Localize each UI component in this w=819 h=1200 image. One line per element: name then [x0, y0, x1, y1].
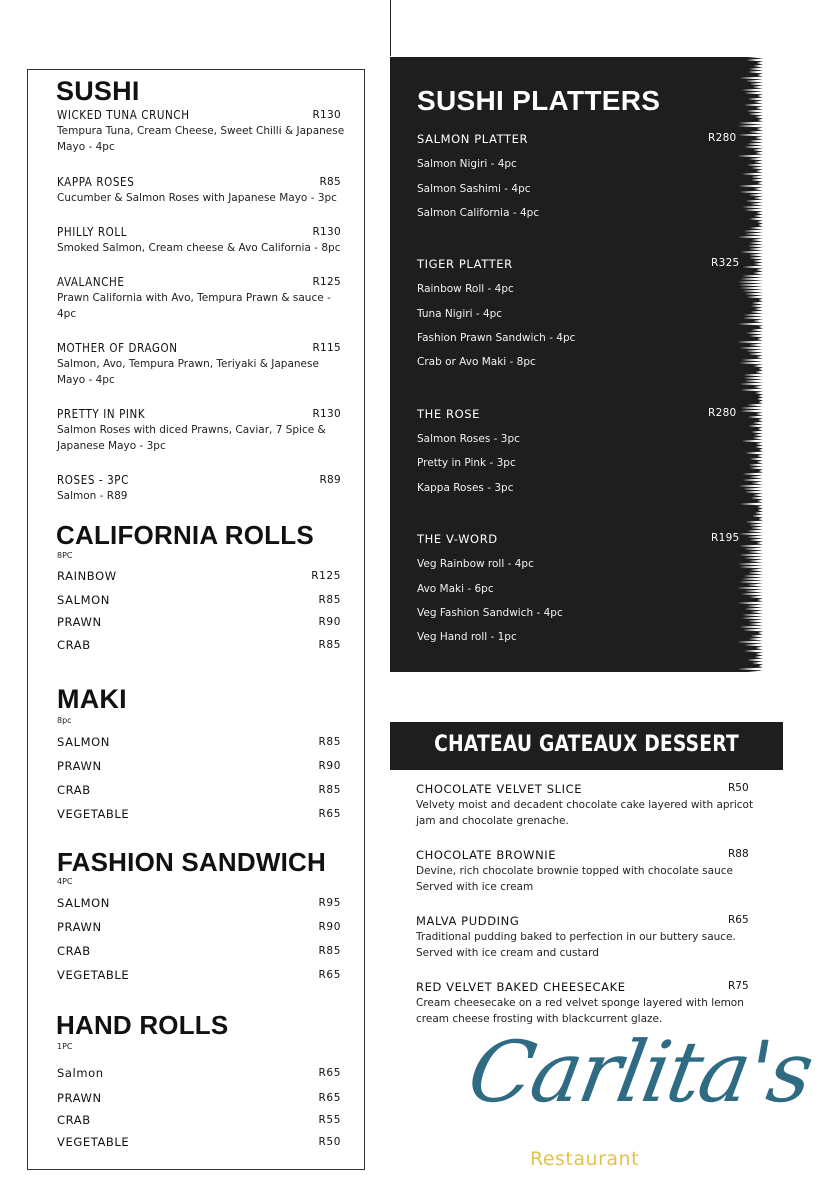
- platter-price: R280: [708, 407, 737, 419]
- platter-name: TIGER PLATTER: [417, 257, 513, 271]
- row-price: R85: [318, 784, 341, 796]
- item-description: Prawn California with Avo, Tempura Prawn & sauce - 4pc: [57, 292, 331, 320]
- platter-line: Fashion Prawn Sandwich - 4pc: [417, 332, 576, 344]
- item-name: KAPPA ROSES: [57, 174, 135, 190]
- item-description: Salmon - R89: [57, 490, 128, 502]
- brush-edge-decoration: [723, 57, 783, 672]
- row-name: PRAWN: [57, 615, 102, 629]
- row-price: R65: [318, 808, 341, 820]
- menu-row: [57, 896, 349, 910]
- platter-line: Kappa Roses - 3pc: [417, 482, 514, 494]
- item-price: R130: [312, 109, 341, 121]
- menu-item: [57, 175, 349, 206]
- row-name: SALMON: [57, 593, 110, 607]
- row-name: CRAB: [57, 638, 91, 652]
- item-name: PRETTY IN PINK: [57, 406, 146, 422]
- menu-item: [57, 473, 349, 504]
- sushi-section-title: SUSHI: [56, 76, 140, 106]
- sushi-platters-panel: [390, 57, 783, 672]
- dessert-item: [416, 914, 756, 961]
- row-price: R90: [318, 616, 341, 628]
- row-name: CRAB: [57, 1113, 91, 1127]
- hand-rolls-section-title: HAND ROLLS: [56, 1010, 229, 1040]
- row-name: VEGETABLE: [57, 1135, 130, 1149]
- platter-price: R325: [711, 257, 740, 269]
- menu-item: [57, 341, 349, 388]
- row-price: R65: [318, 1067, 341, 1079]
- dessert-item: [416, 980, 756, 1027]
- row-price: R65: [318, 1092, 341, 1104]
- menu-item: [57, 407, 349, 454]
- dessert-header-bar: [390, 722, 783, 770]
- item-price: R125: [312, 276, 341, 288]
- menu-row: [57, 735, 349, 749]
- item-name: PHILLY ROLL: [57, 224, 128, 240]
- item-price: R130: [312, 408, 341, 420]
- row-price: R55: [318, 1114, 341, 1126]
- platter-line: Veg Fashion Sandwich - 4pc: [417, 607, 563, 619]
- row-name: PRAWN: [57, 759, 102, 773]
- platter-line: Salmon California - 4pc: [417, 207, 540, 219]
- california-note: 8PC: [57, 551, 73, 560]
- menu-item: [57, 275, 349, 322]
- dessert-description: Velvety moist and decadent chocolate cake layered with apricot jam and chocolate grenache.: [416, 799, 754, 827]
- menu-row: [57, 569, 349, 583]
- item-description: Smoked Salmon, Cream cheese & Avo California - 8pc: [57, 242, 341, 254]
- menu-item: [57, 108, 349, 155]
- item-description: Tempura Tuna, Cream Cheese, Sweet Chilli & Japanese Mayo - 4pc: [57, 125, 345, 153]
- platter-line: Salmon Nigiri - 4pc: [417, 158, 517, 170]
- menu-row: [57, 1135, 349, 1149]
- item-price: R89: [319, 474, 341, 486]
- row-name: CRAB: [57, 944, 91, 958]
- row-name: VEGETABLE: [57, 968, 130, 982]
- menu-row: [57, 968, 349, 982]
- dessert-title: CHATEAU GATEAUX DESSERT: [434, 732, 739, 757]
- dessert-name: CHOCOLATE BROWNIE: [416, 848, 557, 862]
- menu-row: [57, 1091, 349, 1105]
- menu-row: [57, 759, 349, 773]
- platter-line: Avo Maki - 6pc: [417, 583, 494, 595]
- platters-title: SUSHI PLATTERS: [417, 85, 661, 116]
- menu-row: [57, 1113, 349, 1127]
- platter-line: Crab or Avo Maki - 8pc: [417, 356, 536, 368]
- dessert-description: Traditional pudding baked to perfection in our buttery sauce. Served with ice cream and custard: [416, 931, 736, 959]
- item-description: Cucumber & Salmon Roses with Japanese Mayo - 3pc: [57, 192, 337, 204]
- hand-rolls-note: 1PC: [57, 1042, 73, 1051]
- dessert-name: CHOCOLATE VELVET SLICE: [416, 782, 583, 796]
- row-price: R90: [318, 760, 341, 772]
- row-name: SALMON: [57, 735, 110, 749]
- platter-line: Salmon Roses - 3pc: [417, 433, 520, 445]
- item-name: WICKED TUNA CRUNCH: [57, 107, 190, 123]
- item-name: MOTHER OF DRAGON: [57, 340, 178, 356]
- restaurant-logo: [461, 1023, 819, 1180]
- menu-row: [57, 638, 349, 652]
- menu-item: [57, 225, 349, 256]
- item-name: AVALANCHE: [57, 274, 125, 290]
- dessert-price: R75: [728, 980, 749, 992]
- row-name: CRAB: [57, 783, 91, 797]
- row-name: SALMON: [57, 896, 110, 910]
- dessert-item: [416, 782, 756, 829]
- item-price: R85: [319, 176, 341, 188]
- fashion-section-title: FASHION SANDWICH: [57, 847, 326, 877]
- platter-price: R195: [711, 532, 740, 544]
- row-name: VEGETABLE: [57, 807, 130, 821]
- maki-note: 8pc: [57, 716, 72, 725]
- row-price: R85: [318, 639, 341, 651]
- row-price: R65: [318, 969, 341, 981]
- row-name: Salmon: [57, 1066, 104, 1080]
- row-price: R95: [318, 897, 341, 909]
- platter-name: THE V-WORD: [417, 532, 498, 546]
- dessert-name: RED VELVET BAKED CHEESECAKE: [416, 980, 626, 994]
- item-name: ROSES - 3PC: [57, 472, 129, 488]
- maki-section-title: MAKI: [57, 684, 127, 714]
- platter-line: Veg Rainbow roll - 4pc: [417, 558, 534, 570]
- row-price: R90: [318, 921, 341, 933]
- row-price: R50: [318, 1136, 341, 1148]
- item-price: R130: [312, 226, 341, 238]
- dessert-name: MALVA PUDDING: [416, 914, 520, 928]
- item-description: Salmon, Avo, Tempura Prawn, Teriyaki & Japanese Mayo - 4pc: [57, 358, 319, 386]
- dessert-description: Cream cheesecake on a red velvet sponge layered with lemon cream cheese frosting with blackcurrent glaze.: [416, 997, 744, 1025]
- row-price: R85: [318, 736, 341, 748]
- menu-row: [57, 1066, 349, 1080]
- dessert-item: [416, 848, 756, 895]
- california-section-title: CALIFORNIA ROLLS: [56, 520, 314, 550]
- fashion-note: 4PC: [57, 877, 73, 886]
- dessert-description: Devine, rich chocolate brownie topped with chocolate sauce Served with ice cream: [416, 865, 733, 893]
- dessert-price: R65: [728, 914, 749, 926]
- row-price: R85: [318, 594, 341, 606]
- top-divider-line: [390, 0, 391, 56]
- platter-line: Salmon Sashimi - 4pc: [417, 183, 531, 195]
- logo-subtitle: Restaurant: [530, 1148, 640, 1170]
- logo-script-text: Carlita's: [461, 1023, 819, 1121]
- item-description: Salmon Roses with diced Prawns, Caviar, 7 Spice & Japanese Mayo - 3pc: [57, 424, 326, 452]
- row-name: PRAWN: [57, 920, 102, 934]
- item-price: R115: [312, 342, 341, 354]
- dessert-price: R88: [728, 848, 749, 860]
- row-name: RAINBOW: [57, 569, 117, 583]
- menu-row: [57, 920, 349, 934]
- menu-row: [57, 783, 349, 797]
- platter-line: Pretty in Pink - 3pc: [417, 457, 516, 469]
- platter-name: THE ROSE: [417, 407, 481, 421]
- row-price: R85: [318, 945, 341, 957]
- menu-row: [57, 944, 349, 958]
- platter-name: SALMON PLATTER: [417, 132, 529, 146]
- dessert-price: R50: [728, 782, 749, 794]
- platter-line: Veg Hand roll - 1pc: [417, 631, 517, 643]
- row-name: PRAWN: [57, 1091, 102, 1105]
- menu-row: [57, 615, 349, 629]
- platter-price: R280: [708, 132, 737, 144]
- menu-row: [57, 807, 349, 821]
- platter-line: Tuna Nigiri - 4pc: [417, 308, 503, 320]
- row-price: R125: [311, 570, 341, 582]
- platter-line: Rainbow Roll - 4pc: [417, 283, 514, 295]
- menu-row: [57, 593, 349, 607]
